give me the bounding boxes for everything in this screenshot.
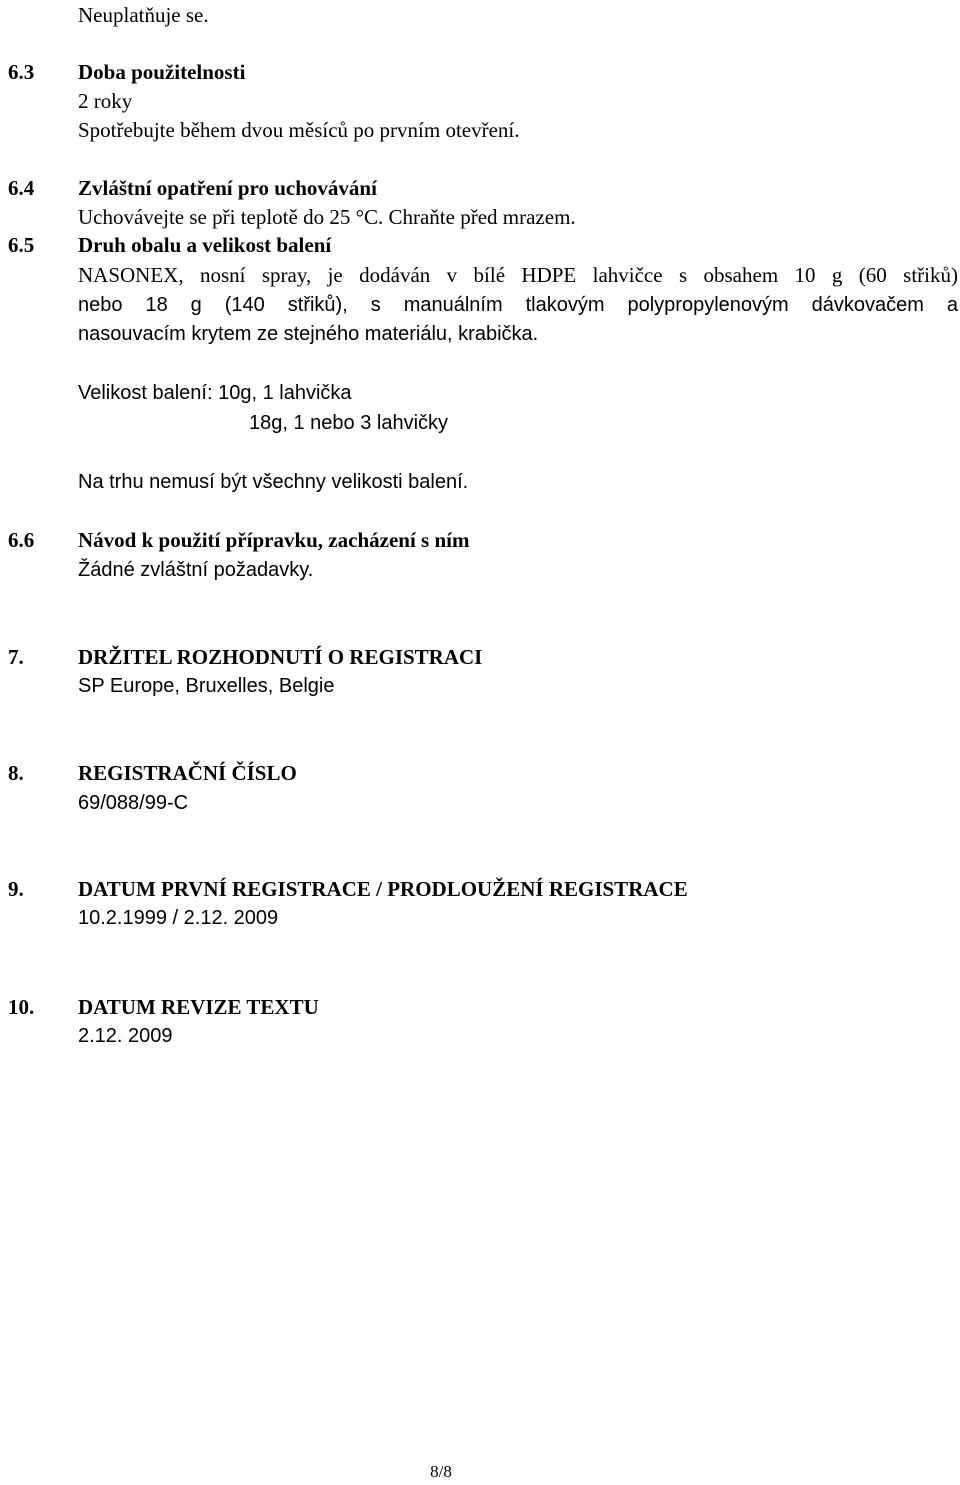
section-6-5-title: Druh obalu a velikost balení [78,233,332,257]
section-6-6-text: Žádné zvláštní požadavky. [78,559,314,581]
section-10-title: DATUM REVIZE TEXTU [78,995,319,1019]
section-8-title: REGISTRAČNÍ ČÍSLO [78,761,297,785]
section-6-3-number: 6.3 [8,60,35,84]
section-6-5-paragraph-line-2: nebo 18 g (140 střiků), s manuálním tlakovým polypropylenovým dávkovačem a [78,294,958,316]
section-8-registration-number: 69/088/99-C [78,792,189,814]
section-6-3-title: Doba použitelnosti [78,60,246,84]
section-6-4-number: 6.4 [8,176,35,200]
carryover-text: Neuplatňuje se. [78,3,209,27]
section-9-number: 9. [8,877,24,901]
section-6-6-number: 6.6 [8,528,35,552]
section-6-5-pack-sizes-line-2: 18g, 1 nebo 3 lahvičky [249,412,449,434]
section-6-5-pack-sizes-line-1: Velikost balení: 10g, 1 lahvička [78,382,352,404]
section-6-5-paragraph-line-3: nasouvacím krytem ze stejného materiálu, krabička. [78,323,539,345]
section-6-5-market-note: Na trhu nemusí být všechny velikosti balení. [78,471,469,493]
section-7-title: DRŽITEL ROZHODNUTÍ O REGISTRACI [78,645,483,669]
section-10-date: 2.12. 2009 [78,1025,173,1047]
section-10-number: 10. [8,995,35,1019]
section-9-title: DATUM PRVNÍ REGISTRACE / PRODLOUŽENÍ REGISTRACE [78,877,688,901]
section-6-5-number: 6.5 [8,233,35,257]
section-6-5-paragraph-line-1: NASONEX, nosní spray, je dodáván v bílé HDPE lahvičce s obsahem 10 g (60 střiků) [78,263,958,287]
section-6-3-after-opening: Spotřebujte během dvou měsíců po prvním otevření. [78,118,520,142]
section-9-dates: 10.2.1999 / 2.12. 2009 [78,907,279,929]
section-7-holder: SP Europe, Bruxelles, Belgie [78,675,335,697]
section-6-4-storage-text: Uchovávejte se při teplotě do 25 °C. Chraňte před mrazem. [78,205,576,229]
section-6-6-title: Návod k použití přípravku, zacházení s ním [78,528,470,552]
section-6-4-title: Zvláštní opatření pro uchovávání [78,176,377,200]
section-8-number: 8. [8,761,24,785]
page-number: 8/8 [430,1462,452,1481]
section-6-3-shelf-life: 2 roky [78,89,133,113]
section-7-number: 7. [8,645,24,669]
